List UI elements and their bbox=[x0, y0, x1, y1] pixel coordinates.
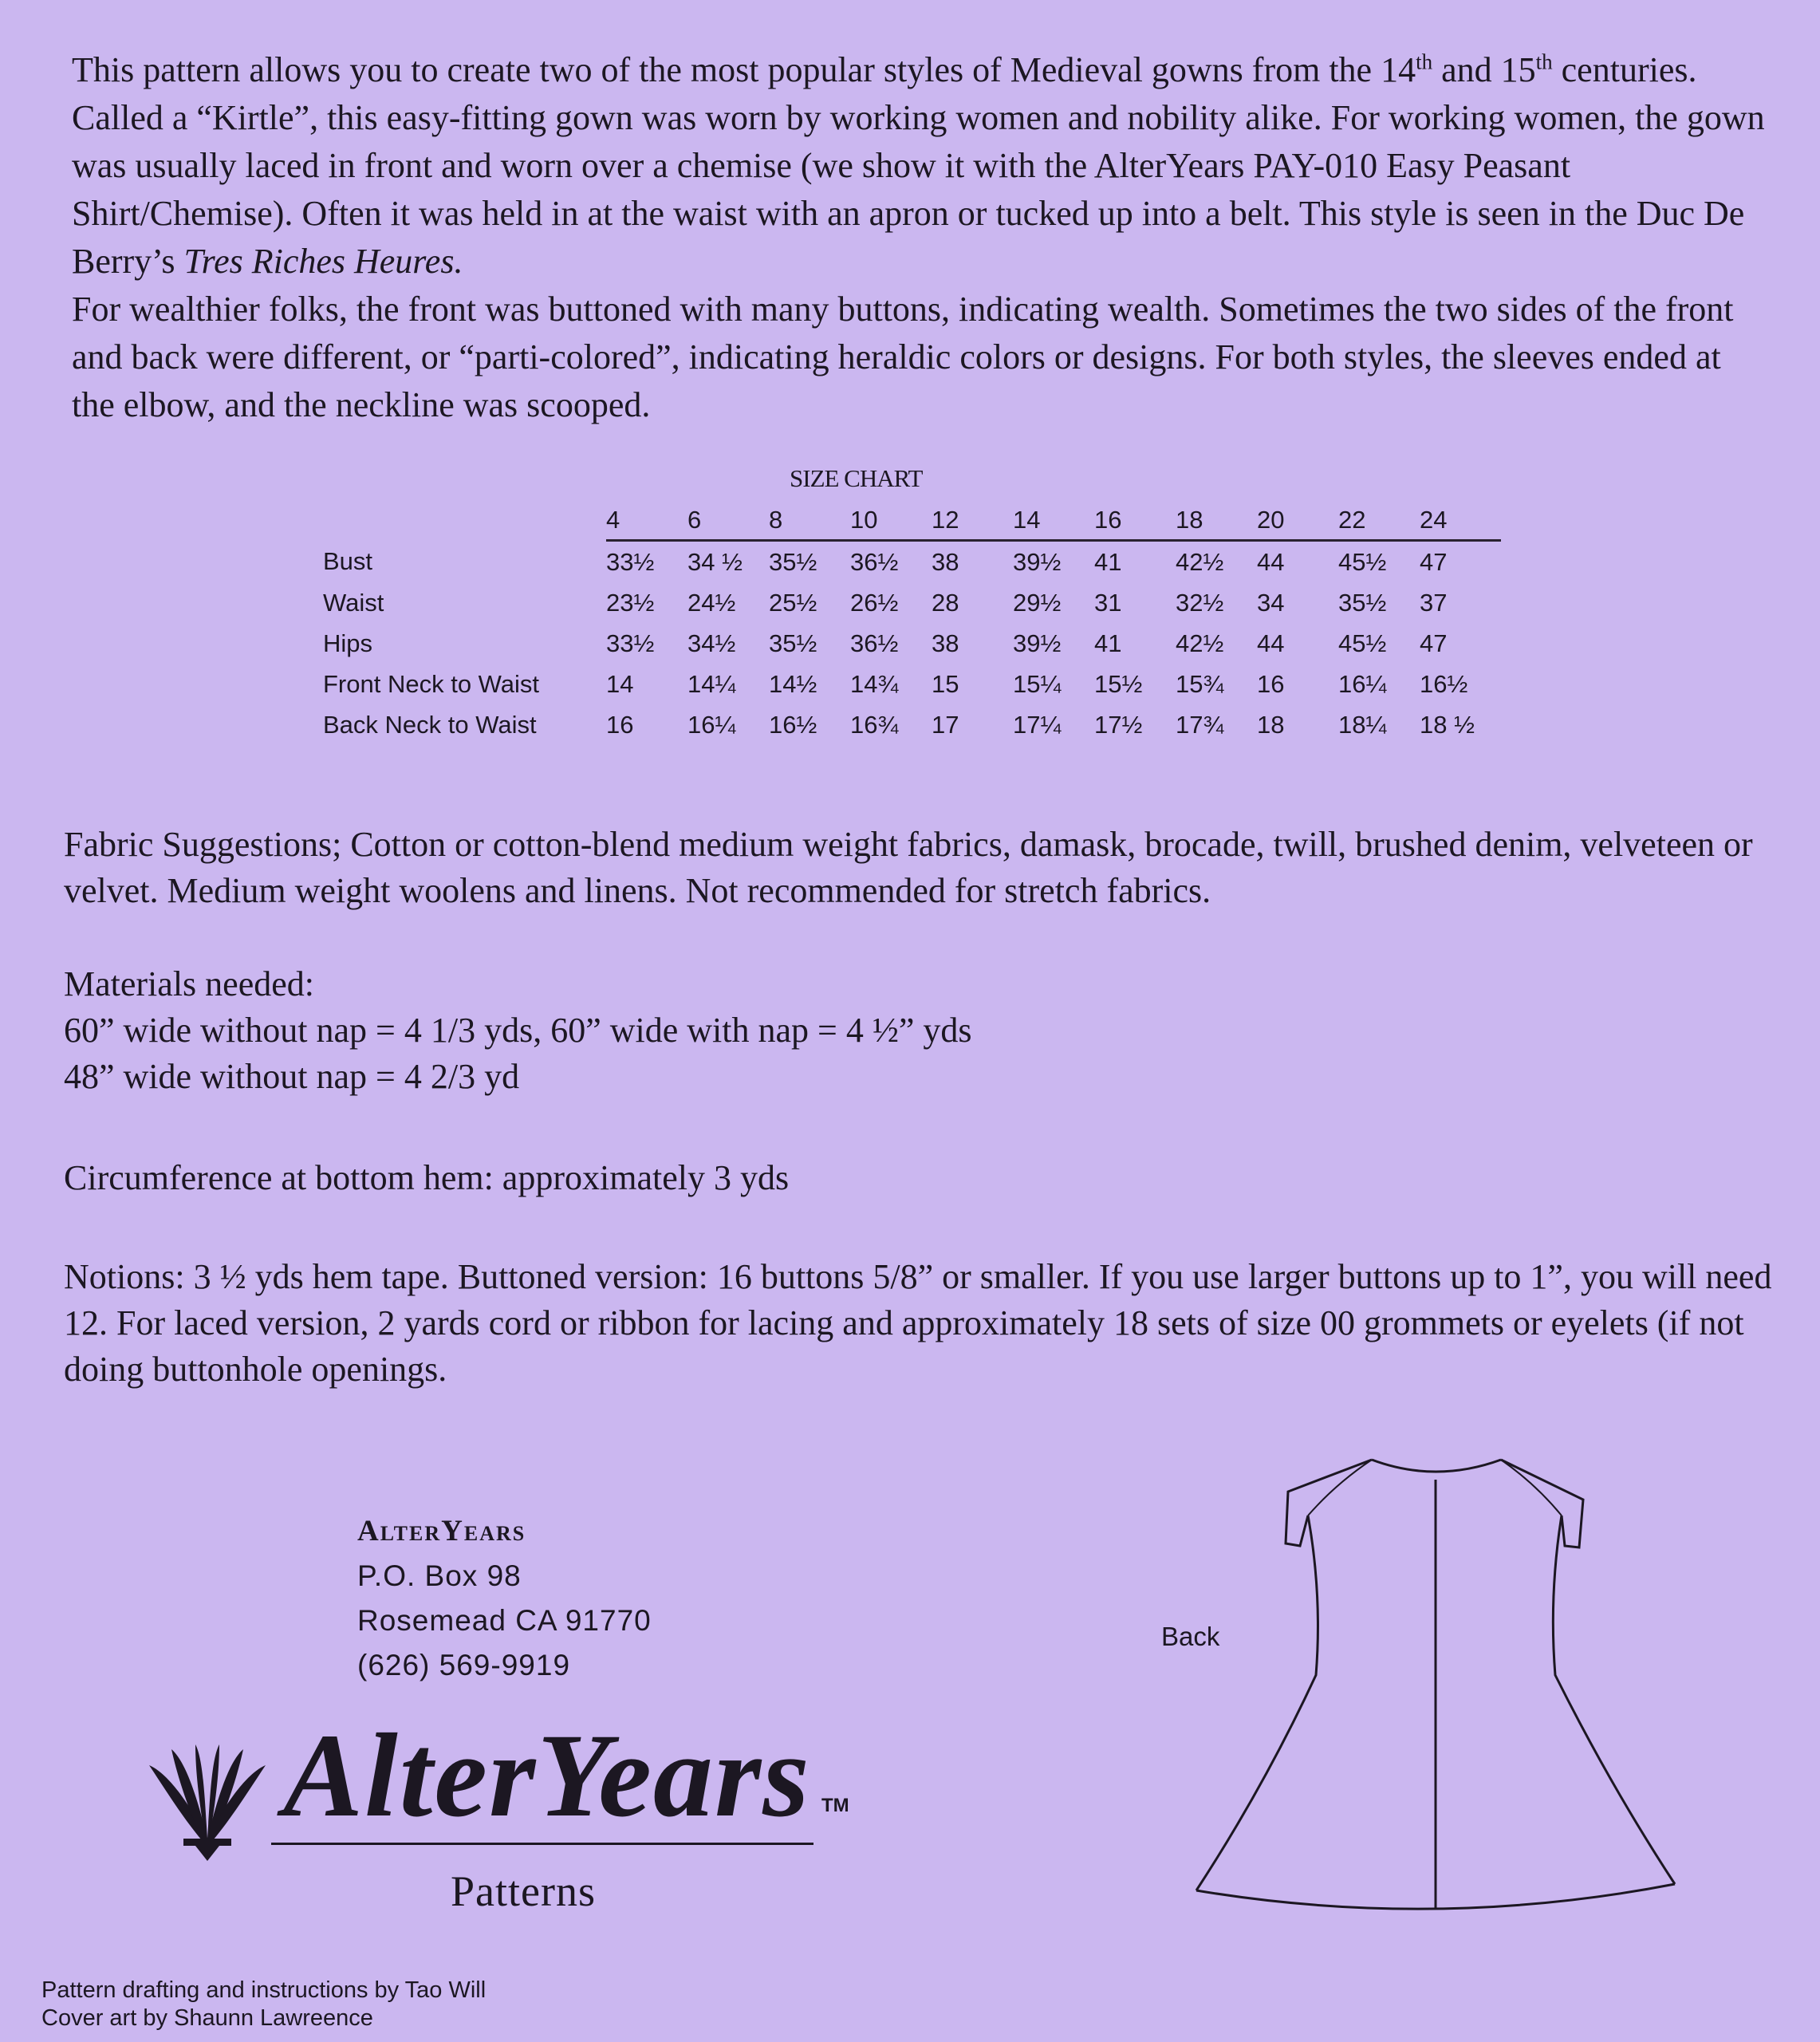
intro-text bbox=[72, 46, 1771, 429]
gown-back-illustration bbox=[1180, 1412, 1691, 1914]
credits-line-1: Pattern drafting and instructions by Tao Will bbox=[41, 1977, 487, 2003]
address-po-box: P.O. Box 98 bbox=[357, 1559, 522, 1592]
gown-left-armhole bbox=[1308, 1460, 1372, 1516]
credits-line-2: Cover art by Shaunn Lawreence bbox=[41, 2005, 373, 2031]
gown-right-side bbox=[1553, 1516, 1675, 1884]
credits bbox=[41, 1977, 486, 2032]
address-phone: (626) 569-9919 bbox=[357, 1649, 571, 1681]
size-row-hips: Hips 33½ 34½ 35½ 36½ 38 39½ 41 42½ 44 45½ 47 bbox=[323, 623, 1501, 664]
logo-underline bbox=[271, 1843, 813, 1845]
size-col-10: 10 bbox=[850, 504, 932, 541]
size-col-8: 8 bbox=[769, 504, 850, 541]
gown-left-sleeve bbox=[1286, 1460, 1372, 1546]
logo-subtitle: Patterns bbox=[451, 1867, 596, 1915]
row-label: Bust bbox=[323, 546, 373, 575]
materials-line-1: 60” wide without nap = 4 1/3 yds, 60” wide with nap = 4 ½” yds bbox=[64, 1011, 972, 1050]
logo-trademark: TM bbox=[821, 1795, 849, 1816]
materials-heading: Materials needed: bbox=[64, 964, 314, 1003]
row-label: Back Neck to Waist bbox=[323, 710, 537, 739]
fabric-suggestions: Fabric Suggestions; Cotton or cotton-blend medium weight fabrics, damask, brocade, twill, brushed denim, velveteen or velvet. Medium weight woolens and linens. Not recommended for stretch fabrics. bbox=[64, 825, 1753, 910]
size-col-12: 12 bbox=[932, 504, 1013, 541]
back-view-label: Back bbox=[1161, 1622, 1220, 1651]
size-chart-title: SIZE CHART bbox=[790, 464, 923, 492]
size-chart-table bbox=[323, 504, 1501, 745]
fan-ornament-icon bbox=[140, 1743, 275, 1863]
intro-paragraph-1: This pattern allows you to create two of the most popular styles of Medieval gowns from the 14th and 15th centuries. Called a “Kirtle”, this easy-fitting gown was worn by working women and nobility alike. For working women, the gown was usually laced in front and worn over a chemise (we show it with the AlterYears PAY-010 Easy Peasant Shirt/Chemise). Often it was held in at the waist with an apron or tucked up into a belt. This style is seen in the Duc De Berry’s Tres Riches Heures. bbox=[72, 49, 1765, 281]
gown-neckline bbox=[1372, 1460, 1501, 1472]
size-row-waist: Waist 23½ 24½ 25½ 26½ 28 29½ 31 32½ 34 35½ 37 bbox=[323, 582, 1501, 623]
size-header-row bbox=[323, 504, 1501, 541]
size-col-14: 14 bbox=[1013, 504, 1094, 541]
address-city: Rosemead CA 91770 bbox=[357, 1604, 652, 1637]
book-title: Tres Riches Heures. bbox=[183, 242, 463, 281]
size-col-4: 4 bbox=[606, 504, 687, 541]
row-label: Waist bbox=[323, 588, 384, 617]
address-company: AlterYears bbox=[357, 1515, 526, 1547]
materials-section bbox=[64, 961, 1779, 1100]
size-col-24: 24 bbox=[1420, 504, 1501, 541]
size-col-16: 16 bbox=[1094, 504, 1176, 541]
logo-wordmark: AlterYears bbox=[283, 1709, 811, 1842]
row-label: Front Neck to Waist bbox=[323, 669, 540, 698]
size-col-22: 22 bbox=[1338, 504, 1420, 541]
circumference-text: Circumference at bottom hem: approximately 3 yds bbox=[64, 1158, 790, 1197]
materials-line-2: 48” wide without nap = 4 2/3 yd bbox=[64, 1057, 520, 1096]
intro-paragraph-2: For wealthier folks, the front was buttoned with many buttons, indicating wealth. Sometimes the two sides of the front and back were different, or “parti-colored”, indicating heraldic colors or designs. For both styles, the sleeves ended at the elbow, and the neckline was scooped. bbox=[72, 290, 1734, 424]
size-col-6: 6 bbox=[687, 504, 769, 541]
company-address bbox=[357, 1509, 652, 1688]
size-col-20: 20 bbox=[1257, 504, 1338, 541]
size-row-back-neck-to-waist: Back Neck to Waist 16 16¼ 16½ 16¾ 17 17¼ 17½ 17¾ 18 18¼ 18 ½ bbox=[323, 704, 1501, 745]
gown-right-sleeve bbox=[1501, 1460, 1583, 1547]
size-col-18: 18 bbox=[1176, 504, 1257, 541]
alteryears-logo bbox=[140, 1709, 889, 1934]
size-row-bust: Bust 33½ 34 ½ 35½ 36½ 38 39½ 41 42½ 44 45½ 47 bbox=[323, 541, 1501, 583]
gown-left-side bbox=[1196, 1516, 1318, 1890]
notions-text: Notions: 3 ½ yds hem tape. Buttoned version: 16 buttons 5/8” or smaller. If you use larger buttons up to 1”, you will need 12. For laced version, 2 yards cord or ribbon for lacing and approximately 18 sets of size 00 grommets or eyelets (if not doing buttonhole openings. bbox=[64, 1257, 1772, 1389]
gown-right-armhole bbox=[1501, 1460, 1562, 1516]
row-label: Hips bbox=[323, 629, 373, 657]
size-row-front-neck-to-waist: Front Neck to Waist 14 14¼ 14½ 14¾ 15 15¼ 15½ 15¾ 16 16¼ 16½ bbox=[323, 664, 1501, 704]
